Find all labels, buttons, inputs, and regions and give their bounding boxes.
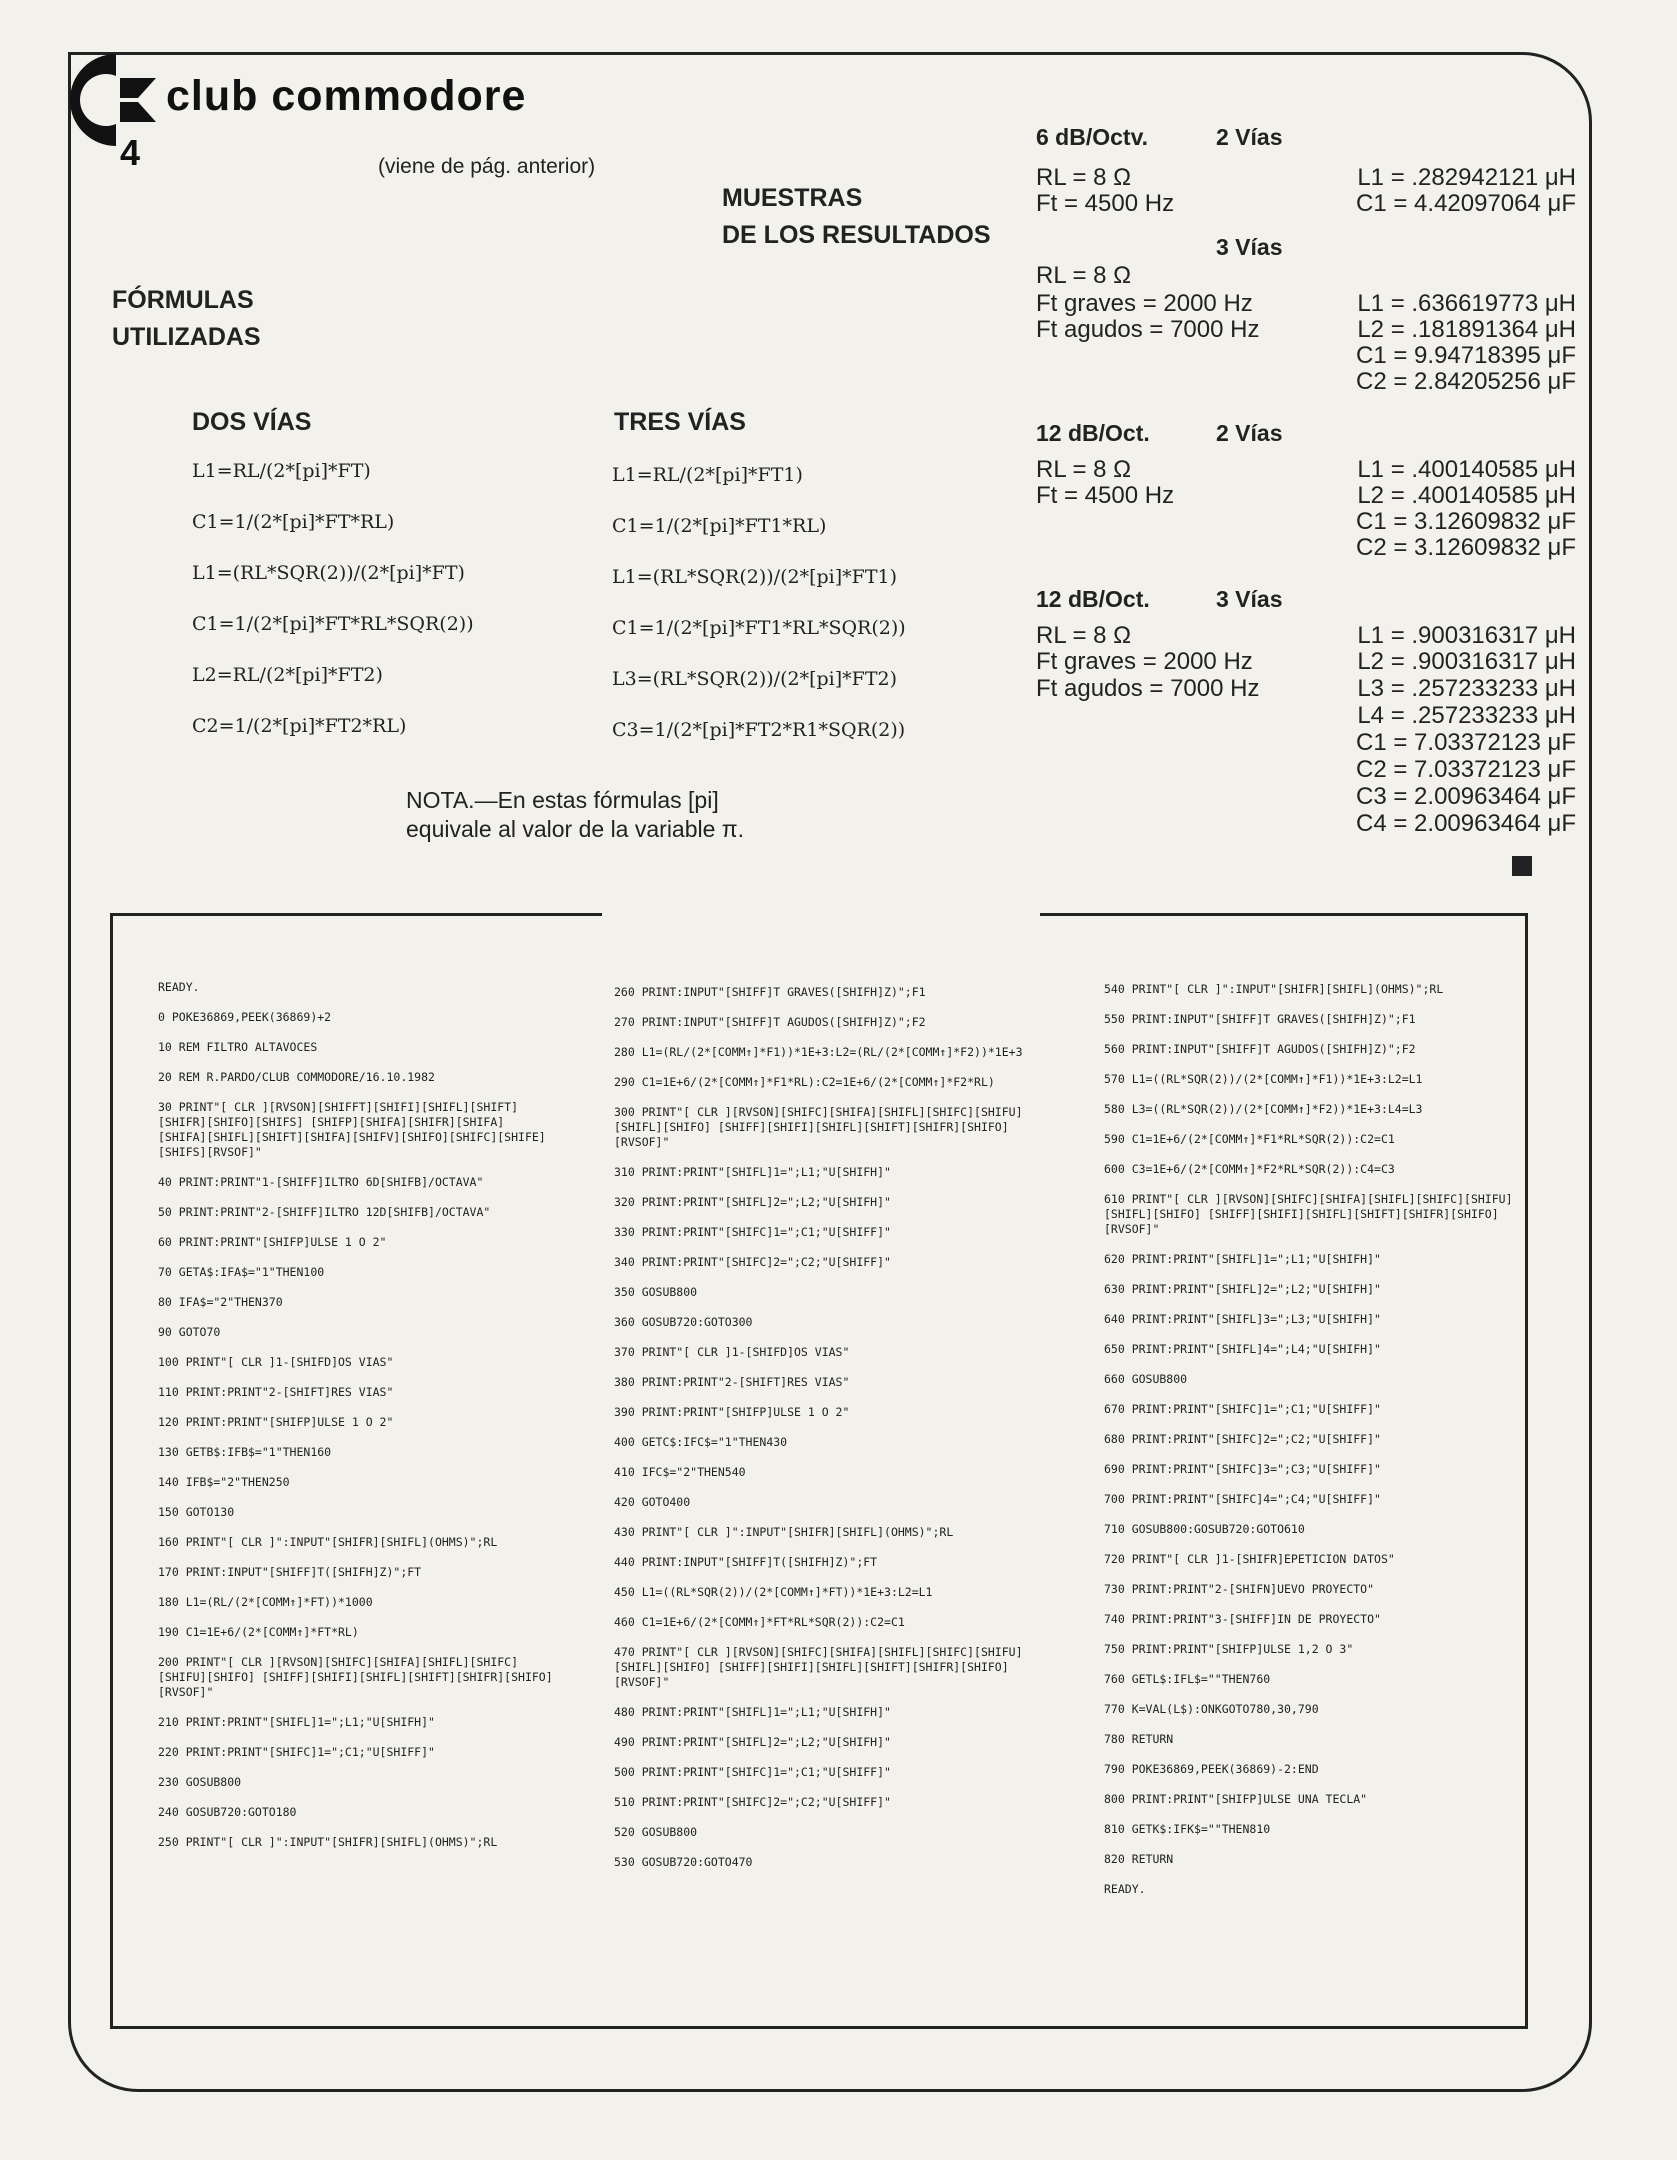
code-line: 700 PRINT:PRINT"[SHIFC]4=";C4;"U[SHIFF]" xyxy=(1104,1492,1381,1506)
code-line: 10 REM FILTRO ALTAVOCES xyxy=(158,1040,318,1054)
result-block-12db-2vias: 12 dB/Oct. 2 Vías RL = 8 Ω Ft = 4500 Hz L1 = .400140585 μH L2 = .400140585 μH C1 = 3.12609832 μF C2 = 3.12609832 μF xyxy=(1036,420,1576,561)
code-line: 0 POKE36869,PEEK(36869)+2 xyxy=(158,1010,332,1024)
code-line: 410 IFC$="2"THEN540 xyxy=(614,1465,746,1479)
code-line: 500 PRINT:PRINT"[SHIFC]1=";C1;"U[SHIFF]" xyxy=(614,1765,891,1779)
code-line: 270 PRINT:INPUT"[SHIFF]T AGUDOS([SHIFH]Z)";F2 xyxy=(614,1015,926,1029)
formula: C1=1/(2*[pi]*FT*RL*SQR(2)) xyxy=(192,613,474,635)
code-line: 520 GOSUB800 xyxy=(614,1825,698,1839)
code-line: 430 PRINT"[ CLR ]":INPUT"[SHIFR][SHIFL](OHMS)";RL xyxy=(614,1525,954,1539)
code-line: 660 GOSUB800 xyxy=(1104,1372,1188,1386)
code-line: 640 PRINT:PRINT"[SHIFL]3=";L3;"U[SHIFH]" xyxy=(1104,1312,1381,1326)
code-line: 760 GETL$:IFL$=""THEN760 xyxy=(1104,1672,1271,1686)
listing-column-3 xyxy=(1104,982,1524,1912)
code-line: 460 C1=1E+6/(2*[COMM↑]*FT*RL*SQR(2)):C2=C1 xyxy=(614,1615,905,1629)
code-line: 390 PRINT:PRINT"[SHIFP]ULSE 1 O 2" xyxy=(614,1405,850,1419)
code-line: 260 PRINT:INPUT"[SHIFF]T GRAVES([SHIFH]Z)";F1 xyxy=(614,985,926,999)
results-heading: MUESTRAS DE LOS RESULTADOS xyxy=(722,184,991,249)
listing-column-2 xyxy=(614,985,1064,1885)
formula: L1=(RL*SQR(2))/(2*[pi]*FT1) xyxy=(612,566,898,588)
end-of-article-mark xyxy=(1512,856,1532,876)
code-line: 550 PRINT:INPUT"[SHIFF]T GRAVES([SHIFH]Z)";F1 xyxy=(1104,1012,1416,1026)
commodore-logo-icon xyxy=(56,48,160,152)
page-number: 4 xyxy=(120,132,141,173)
dos-vias-formulas xyxy=(192,460,474,766)
code-line: 630 PRINT:PRINT"[SHIFL]2=";L2;"U[SHIFH]" xyxy=(1104,1282,1381,1296)
code-line: 210 PRINT:PRINT"[SHIFL]1=";L1;"U[SHIFH]" xyxy=(158,1715,435,1729)
code-line: 510 PRINT:PRINT"[SHIFC]2=";C2;"U[SHIFF]" xyxy=(614,1795,891,1809)
result-block-6db-2vias: 6 dB/Octv. 2 Vías RL = 8 Ω Ft = 4500 Hz L1 = .282942121 μH C1 = 4.42097064 μF xyxy=(1036,124,1576,217)
formula-note: NOTA.—En estas fórmulas [pi] equivale al valor de la variable π. xyxy=(406,787,745,842)
code-line: 470 PRINT"[ CLR ][RVSON][SHIFC][SHIFA][SHIFL][SHIFC][SHIFU][SHIFL][SHIFO] [SHIFF][SHIFI][SHIFL][SHIFT][SHIFR][SHIFO][RVSOF]" xyxy=(614,1645,1023,1689)
code-line: 170 PRINT:INPUT"[SHIFF]T([SHIFH]Z)";FT xyxy=(158,1565,422,1579)
code-line: 530 GOSUB720:GOTO470 xyxy=(614,1855,753,1869)
code-line: 130 GETB$:IFB$="1"THEN160 xyxy=(158,1445,332,1459)
code-line: READY. xyxy=(1104,1882,1146,1896)
code-line: 750 PRINT:PRINT"[SHIFP]ULSE 1,2 O 3" xyxy=(1104,1642,1354,1656)
code-line: 710 GOSUB800:GOSUB720:GOTO610 xyxy=(1104,1522,1305,1536)
code-line: 820 RETURN xyxy=(1104,1852,1174,1866)
code-line: 420 GOTO400 xyxy=(614,1495,691,1509)
code-line: 540 PRINT"[ CLR ]":INPUT"[SHIFR][SHIFL](OHMS)";RL xyxy=(1104,982,1444,996)
code-line: 100 PRINT"[ CLR ]1-[SHIFD]OS VIAS" xyxy=(158,1355,394,1369)
code-line: 380 PRINT:PRINT"2-[SHIFT]RES VIAS" xyxy=(614,1375,850,1389)
tres-vias-heading: TRES VÍAS xyxy=(614,408,746,436)
code-line: 30 PRINT"[ CLR ][RVSON][SHIFFT][SHIFI][SHIFL][SHIFT][SHIFR][SHIFO][SHIFS] [SHIFP][SHIFA][SHIFR][SHIFA] [SHIFA][SHIFL][SHIFT][SHIFA][SHIFV][SHIFO][SHIFC][SHIFE][SHIFS][RVSOF]" xyxy=(158,1100,546,1159)
code-line: 800 PRINT:PRINT"[SHIFP]ULSE UNA TECLA" xyxy=(1104,1792,1368,1806)
code-line: 20 REM R.PARDO/CLUB COMMODORE/16.10.1982 xyxy=(158,1070,435,1084)
formula: C1=1/(2*[pi]*FT1*RL) xyxy=(612,515,827,537)
code-line: 200 PRINT"[ CLR ][RVSON][SHIFC][SHIFA][SHIFL][SHIFC][SHIFU][SHIFO] [SHIFF][SHIFI][SHIFL][SHIFT][SHIFR][SHIFO][RVSOF]" xyxy=(158,1655,553,1699)
formula: C1=1/(2*[pi]*FT1*RL*SQR(2)) xyxy=(612,617,906,639)
code-line: 240 GOSUB720:GOTO180 xyxy=(158,1805,297,1819)
code-line: 560 PRINT:INPUT"[SHIFF]T AGUDOS([SHIFH]Z)";F2 xyxy=(1104,1042,1416,1056)
code-line: 590 C1=1E+6/(2*[COMM↑]*F1*RL*SQR(2)):C2=C1 xyxy=(1104,1132,1395,1146)
code-line: 620 PRINT:PRINT"[SHIFL]1=";L1;"U[SHIFH]" xyxy=(1104,1252,1381,1266)
code-line: 40 PRINT:PRINT"1-[SHIFF]ILTRO 6D[SHIFB]/OCTAVA" xyxy=(158,1175,484,1189)
code-line: 690 PRINT:PRINT"[SHIFC]3=";C3;"U[SHIFF]" xyxy=(1104,1462,1381,1476)
code-line: 360 GOSUB720:GOTO300 xyxy=(614,1315,753,1329)
code-line: 120 PRINT:PRINT"[SHIFP]ULSE 1 O 2" xyxy=(158,1415,394,1429)
formula: L1=RL/(2*[pi]*FT1) xyxy=(612,464,803,486)
formula: C3=1/(2*[pi]*FT2*R1*SQR(2)) xyxy=(612,719,906,741)
code-line: 780 RETURN xyxy=(1104,1732,1174,1746)
code-line: 90 GOTO70 xyxy=(158,1325,221,1339)
result-block-6db-3vias: 3 Vías RL = 8 Ω Ft graves = 2000 Hz Ft agudos = 7000 Hz L1 = .636619773 μH L2 = .181891364 μH C1 = 9.94718395 μF C2 = 2.84205256 μF xyxy=(1036,234,1576,395)
formula: L1=RL/(2*[pi]*FT) xyxy=(192,460,371,482)
code-line: 580 L3=((RL*SQR(2))/(2*[COMM↑]*F2))*1E+3:L4=L3 xyxy=(1104,1102,1423,1116)
code-line: 340 PRINT:PRINT"[SHIFC]2=";C2;"U[SHIFF]" xyxy=(614,1255,891,1269)
code-line: 650 PRINT:PRINT"[SHIFL]4=";L4;"U[SHIFH]" xyxy=(1104,1342,1381,1356)
code-line: 370 PRINT"[ CLR ]1-[SHIFD]OS VIAS" xyxy=(614,1345,850,1359)
formula: C1=1/(2*[pi]*FT*RL) xyxy=(192,511,395,533)
code-line: 50 PRINT:PRINT"2-[SHIFF]ILTRO 12D[SHIFB]/OCTAVA" xyxy=(158,1205,491,1219)
code-line: 440 PRINT:INPUT"[SHIFF]T([SHIFH]Z)";FT xyxy=(614,1555,878,1569)
code-line: 290 C1=1E+6/(2*[COMM↑]*F1*RL):C2=1E+6/(2*[COMM↑]*F2*RL) xyxy=(614,1075,995,1089)
code-line: 280 L1=(RL/(2*[COMM↑]*F1))*1E+3:L2=(RL/(2*[COMM↑]*F2))*1E+3 xyxy=(614,1045,1023,1059)
code-line: 450 L1=((RL*SQR(2))/(2*[COMM↑]*FT))*1E+3:L2=L1 xyxy=(614,1585,933,1599)
code-line: 670 PRINT:PRINT"[SHIFC]1=";C1;"U[SHIFF]" xyxy=(1104,1402,1381,1416)
code-line: 190 C1=1E+6/(2*[COMM↑]*FT*RL) xyxy=(158,1625,359,1639)
code-line: 80 IFA$="2"THEN370 xyxy=(158,1295,283,1309)
code-line: 610 PRINT"[ CLR ][RVSON][SHIFC][SHIFA][SHIFL][SHIFC][SHIFU][SHIFL][SHIFO] [SHIFF][SHIFI][SHIFL][SHIFT][SHIFR][SHIFO][RVSOF]" xyxy=(1104,1192,1513,1236)
formula: L2=RL/(2*[pi]*FT2) xyxy=(192,664,383,686)
code-line: 810 GETK$:IFK$=""THEN810 xyxy=(1104,1822,1271,1836)
magazine-title: club commodore xyxy=(166,72,527,120)
code-line: 720 PRINT"[ CLR ]1-[SHIFR]EPETICION DATOS" xyxy=(1104,1552,1395,1566)
code-line: 60 PRINT:PRINT"[SHIFP]ULSE 1 O 2" xyxy=(158,1235,387,1249)
code-line: 140 IFB$="2"THEN250 xyxy=(158,1475,290,1489)
tres-vias-formulas xyxy=(612,464,906,770)
code-line: 790 POKE36869,PEEK(36869)-2:END xyxy=(1104,1762,1319,1776)
dos-vias-heading: DOS VÍAS xyxy=(192,408,312,436)
code-line: 310 PRINT:PRINT"[SHIFL]1=";L1;"U[SHIFH]" xyxy=(614,1165,891,1179)
code-line: 150 GOTO130 xyxy=(158,1505,235,1519)
code-line: 250 PRINT"[ CLR ]":INPUT"[SHIFR][SHIFL](OHMS)";RL xyxy=(158,1835,498,1849)
code-line: 770 K=VAL(L$):ONKGOTO780,30,790 xyxy=(1104,1702,1319,1716)
code-line: 70 GETA$:IFA$="1"THEN100 xyxy=(158,1265,325,1279)
code-line: 230 GOSUB800 xyxy=(158,1775,242,1789)
formula: C2=1/(2*[pi]*FT2*RL) xyxy=(192,715,407,737)
code-line: 680 PRINT:PRINT"[SHIFC]2=";C2;"U[SHIFF]" xyxy=(1104,1432,1381,1446)
code-line: 480 PRINT:PRINT"[SHIFL]1=";L1;"U[SHIFH]" xyxy=(614,1705,891,1719)
code-line: 320 PRINT:PRINT"[SHIFL]2=";L2;"U[SHIFH]" xyxy=(614,1195,891,1209)
code-line: 570 L1=((RL*SQR(2))/(2*[COMM↑]*F1))*1E+3:L2=L1 xyxy=(1104,1072,1423,1086)
code-line: 330 PRINT:PRINT"[SHIFC]1=";C1;"U[SHIFF]" xyxy=(614,1225,891,1239)
code-line: 600 C3=1E+6/(2*[COMM↑]*F2*RL*SQR(2)):C4=C3 xyxy=(1104,1162,1395,1176)
continued-note: (viene de pág. anterior) xyxy=(378,155,596,178)
code-line: 730 PRINT:PRINT"2-[SHIFN]UEVO PROYECTO" xyxy=(1104,1582,1375,1596)
code-line: READY. xyxy=(158,980,200,994)
code-line: 300 PRINT"[ CLR ][RVSON][SHIFC][SHIFA][SHIFL][SHIFC][SHIFU][SHIFL][SHIFO] [SHIFF][SHIFI][SHIFL][SHIFT][SHIFR][SHIFO][RVSOF]" xyxy=(614,1105,1023,1149)
listing-border-gap xyxy=(602,908,1040,920)
code-line: 180 L1=(RL/(2*[COMM↑]*FT))*1000 xyxy=(158,1595,373,1609)
code-line: 400 GETC$:IFC$="1"THEN430 xyxy=(614,1435,788,1449)
formula: L1=(RL*SQR(2))/(2*[pi]*FT) xyxy=(192,562,465,584)
formulas-heading: FÓRMULAS UTILIZADAS xyxy=(112,286,261,351)
result-block-12db-3vias: 12 dB/Oct. 3 Vías RL = 8 Ω Ft graves = 2000 Hz Ft agudos = 7000 Hz L1 = .900316317 μH L2 = .900316317 μH L3 = .257233233 μH L4 = .257233233 μH C1 = 7.03372123 μF C2 = 7.03372123 μF C3 = 2.00963464 μF C4 = 2.00963464 μF xyxy=(1036,586,1576,837)
listing-column-1 xyxy=(158,980,558,1865)
code-line: 110 PRINT:PRINT"2-[SHIFT]RES VIAS" xyxy=(158,1385,394,1399)
code-line: 160 PRINT"[ CLR ]":INPUT"[SHIFR][SHIFL](OHMS)";RL xyxy=(158,1535,498,1549)
formula: L3=(RL*SQR(2))/(2*[pi]*FT2) xyxy=(612,668,898,690)
code-line: 220 PRINT:PRINT"[SHIFC]1=";C1;"U[SHIFF]" xyxy=(158,1745,435,1759)
code-line: 740 PRINT:PRINT"3-[SHIFF]IN DE PROYECTO" xyxy=(1104,1612,1381,1626)
code-line: 490 PRINT:PRINT"[SHIFL]2=";L2;"U[SHIFH]" xyxy=(614,1735,891,1749)
code-line: 350 GOSUB800 xyxy=(614,1285,698,1299)
